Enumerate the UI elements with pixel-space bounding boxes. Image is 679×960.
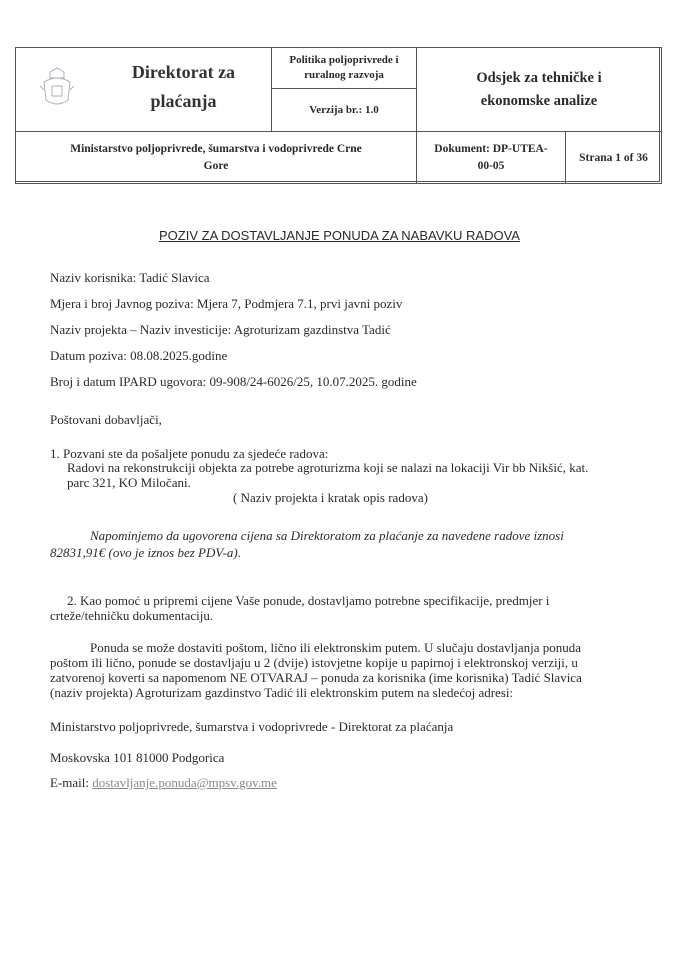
department-line1: Odsjek za tehničke i [476, 69, 602, 86]
policy-cell [271, 47, 417, 89]
item1-line3: parc 321, KO Miločani. [67, 475, 191, 490]
document-line2: 00-05 [477, 159, 505, 172]
email-label: E-mail: [50, 775, 89, 790]
price-note-line2: 82831,91€ (ovo je iznos bez PDV-a). [50, 545, 242, 560]
address-line2: Moskovska 101 81000 Podgorica [50, 750, 225, 765]
policy-line1: Politika poljoprivrede i [289, 54, 399, 66]
document-title [0, 228, 679, 243]
field-project: Naziv projekta – Naziv investicije: Agroturizam gazdinstva Tadić [50, 322, 391, 337]
item2-line2: crteže/tehničku dokumentaciju. [50, 608, 214, 623]
title-text: POZIV ZA DOSTAVLJANJE PONUDA ZA NABAVKU RADOVA [159, 228, 520, 243]
greeting: Poštovani dobavljači, [50, 412, 162, 427]
item1-line1: 1. Pozvani ste da pošaljete ponudu za sjedeće radova: [50, 446, 329, 461]
department-cell [416, 47, 662, 132]
version-cell [271, 88, 417, 132]
org-cell [15, 47, 272, 132]
page-number: Strana 1 of 36 [579, 151, 648, 164]
address-line1: Ministarstvo poljoprivrede, šumarstva i vodoprivrede - Direktorat za plaćanja [50, 719, 454, 734]
email-row [50, 775, 277, 791]
field-contract: Broj i datum IPARD ugovora: 09-908/24-6026/25, 10.07.2025. godine [50, 374, 417, 389]
para-line2: poštom ili lično, ponude se dostavljaju u 2 (dvije) istovjetne kopije u papirnoj i elektronskoj verziji, u [50, 655, 578, 670]
ministry-line1: Ministarstvo poljoprivrede, šumarstva i vodoprivrede Crne [70, 142, 362, 155]
document-cell [416, 131, 566, 184]
para-line3: zatvorenoj koverti sa napomenom NE OTVARAJ – ponuda za korisnika (ime korisnika) Tadić Slavica [50, 670, 582, 685]
page-number-cell [565, 131, 662, 184]
document-header [15, 47, 660, 182]
para-line4: (naziv projekta) Agroturizam gazdinstvo Tadić ili elektronskim putem na sledećoj adresi: [50, 685, 514, 700]
org-name-line2: plaćanja [150, 91, 217, 111]
field-measure: Mjera i broj Javnog poziva: Mjera 7, Podmjera 7.1, prvi javni poziv [50, 296, 403, 311]
department-line2: ekonomske analize [480, 92, 598, 109]
policy-line2: ruralnog razvoja [304, 69, 384, 81]
org-name-line1: Direktorat za [131, 62, 236, 82]
field-date: Datum poziva: 08.08.2025.godine [50, 348, 228, 363]
item1-line2: Radovi na rekonstrukciji objekta za potrebe agroturizma koji se nalazi na lokaciji Vir bb Nikšić, kat. [67, 460, 589, 475]
price-note-line1: Napominjemo da ugovorena cijena sa Direktoratom za plaćanje za navedene radove iznosi [90, 528, 564, 543]
item1-note: ( Naziv projekta i kratak opis radova) [233, 490, 428, 505]
ministry-line2: Gore [203, 159, 229, 172]
coat-of-arms-logo [30, 64, 85, 112]
document-line1: Dokument: DP-UTEA- [434, 142, 548, 155]
field-beneficiary: Naziv korisnika: Tadić Slavica [50, 270, 210, 285]
email-link[interactable]: dostavljanje.ponuda@mpsv.gov.me [92, 775, 277, 790]
para-line1: Ponuda se može dostaviti poštom, lično ili elektronskim putem. U slučaju dostavljanja ponuda [90, 640, 582, 655]
ministry-cell [15, 131, 417, 184]
version-label: Verzija br.: 1.0 [309, 104, 379, 116]
item2-line1: 2. Kao pomoć u pripremi cijene Vaše ponude, dostavljamo potrebne specifikacije, predmjer i [67, 593, 550, 608]
